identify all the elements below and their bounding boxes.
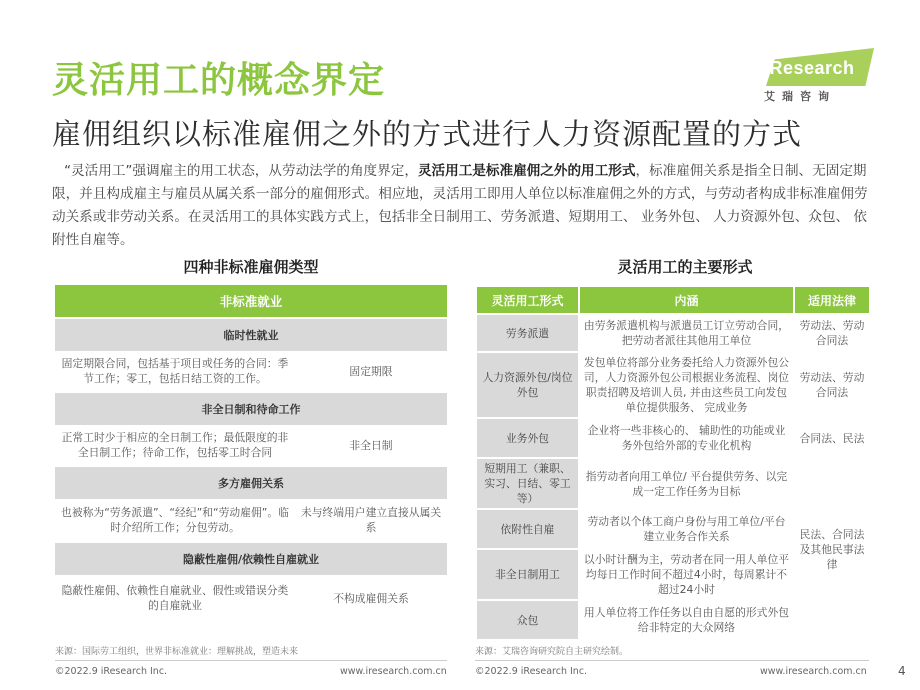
form-cell: 劳务派遣	[476, 314, 579, 352]
meaning-cell: 用人单位将工作任务以自由自愿的形式外包给非特定的大众网络	[579, 600, 794, 640]
intro-part2: ，标准雇佣关系是指全日制、无固定期限，并且构成雇主与雇员从属关系一部分的雇佣形式。相应地，灵活用工即用人单位以标准雇佣之外的方式，与劳动者构成非标准雇佣劳动关系或非劳动关系。在灵活用工的具体实践方式上，包括非全日制用工、劳务派遣、短期用工、 业务外包、 人力资源外包、众包、 依附性自雇等。	[52, 163, 868, 248]
page-subtitle: 雇佣组织以标准雇佣之外的方式进行人力资源配置的方式	[52, 117, 803, 151]
footer-divider-left	[55, 660, 447, 661]
table-row	[476, 314, 870, 352]
meaning-cell: 由劳务派遣机构与派遣员工订立劳动合同，把劳动者派往其他用工单位	[579, 314, 794, 352]
footer-url-left: www.iresearch.com.cn	[340, 666, 447, 677]
form-cell: 依附性自雇	[476, 509, 579, 549]
row-value: 非全日制	[349, 438, 393, 452]
table-row	[476, 352, 870, 418]
iresearch-logo	[758, 48, 876, 106]
law-cell: 劳动法、劳动合同法	[794, 352, 870, 418]
table-row	[476, 458, 870, 509]
intro-bold: 灵活用工是标准雇佣之外的用工形式	[417, 163, 636, 179]
nonstandard-employment-table	[55, 285, 447, 621]
footer-copyright-right: ©2022.9 iResearch Inc.	[475, 666, 588, 677]
table-header-row	[476, 286, 870, 314]
category-row: 临时性就业	[55, 317, 447, 351]
right-source: 来源：艾瑞咨询研究院自主研究绘制。	[475, 647, 629, 657]
data-row	[55, 575, 447, 621]
page-number: 4	[898, 664, 906, 678]
page-title: 灵活用工的概念界定	[52, 60, 386, 101]
col-header-form: 灵活用工形式	[476, 286, 579, 314]
row-desc: 隐蔽性雇佣、依赖性自雇就业、假性或错误分类的自雇就业	[61, 584, 289, 612]
meaning-cell: 企业将一些非核心的、 辅助性的功能或业务外包给外部的专业化机构	[579, 418, 794, 458]
left-table-header: 非标准就业	[55, 285, 447, 317]
footer-copyright-left: ©2022.9 iResearch Inc.	[55, 666, 168, 677]
footer-divider-right	[475, 660, 869, 661]
row-desc: 也被称为“劳务派遣”、“经纪”和“劳动雇佣”。临时介绍所工作；分包劳动。	[61, 506, 289, 534]
form-cell: 非全日制用工	[476, 549, 579, 600]
law-cell: 合同法、民法	[794, 418, 870, 458]
data-row	[55, 351, 447, 391]
form-cell: 人力资源外包/岗位外包	[476, 352, 579, 418]
logo-brand: iResearch	[764, 58, 855, 78]
col-header-meaning: 内涵	[579, 286, 794, 314]
table-row	[476, 418, 870, 458]
data-row	[55, 425, 447, 465]
category-row: 非全日制和待命工作	[55, 391, 447, 425]
right-heading: 灵活用工的主要形式	[617, 258, 753, 276]
form-cell: 业务外包	[476, 418, 579, 458]
meaning-cell: 指劳动者向用工单位/ 平台提供劳务、以完成一定工作任务为目标	[579, 458, 794, 509]
row-value: 固定期限	[349, 364, 393, 378]
category-row: 多方雇佣关系	[55, 465, 447, 499]
merged-law-cell: 民法、合同法及其他民事法律	[794, 458, 870, 640]
col-header-law: 适用法律	[794, 286, 870, 314]
intro-part1: “灵活用工”强调雇主的用工状态，从劳动法学的角度界定，	[64, 163, 418, 179]
footer-url-right: www.iresearch.com.cn	[760, 666, 867, 677]
meaning-cell: 以小时计酬为主，劳动者在同一用人单位平均每日工作时间不超过4小时，每周累计不超过24小时	[579, 549, 794, 600]
flexible-employment-table	[475, 285, 871, 641]
meaning-cell: 劳动者以个体工商户身份与用工单位/平台建立业务合作关系	[579, 509, 794, 549]
intro-paragraph	[52, 160, 872, 252]
form-cell: 众包	[476, 600, 579, 640]
logo-cn: 艾瑞咨询	[764, 90, 836, 103]
law-cell: 劳动法、劳动合同法	[794, 314, 870, 352]
meaning-cell: 发包单位将部分业务委托给人力资源外包公司，人力资源外包公司根据业务流程、岗位职责招聘及培训人员, 并由这些员工向发包单位提供服务、 完成业务	[579, 352, 794, 418]
row-value: 未与终端用户建立直接从属关系	[300, 506, 442, 534]
category-row: 隐蔽性雇佣/依赖性自雇就业	[55, 541, 447, 575]
row-desc: 固定期限合同，包括基于项目或任务的合同：季节工作；零工，包括日结工资的工作。	[61, 357, 289, 385]
row-desc: 正常工时少于相应的全日制工作；最低限度的非全日制工作；待命工作，包括零工时合同	[61, 431, 289, 459]
form-cell: 短期用工（兼职、实习、日结、零工等）	[476, 458, 579, 509]
left-source: 来源：国际劳工组织，世界非标准就业：理解挑战，塑造未来	[55, 647, 299, 657]
row-value: 不构成雇佣关系	[333, 591, 409, 605]
data-row	[55, 499, 447, 541]
left-heading: 四种非标准雇佣类型	[183, 258, 319, 276]
